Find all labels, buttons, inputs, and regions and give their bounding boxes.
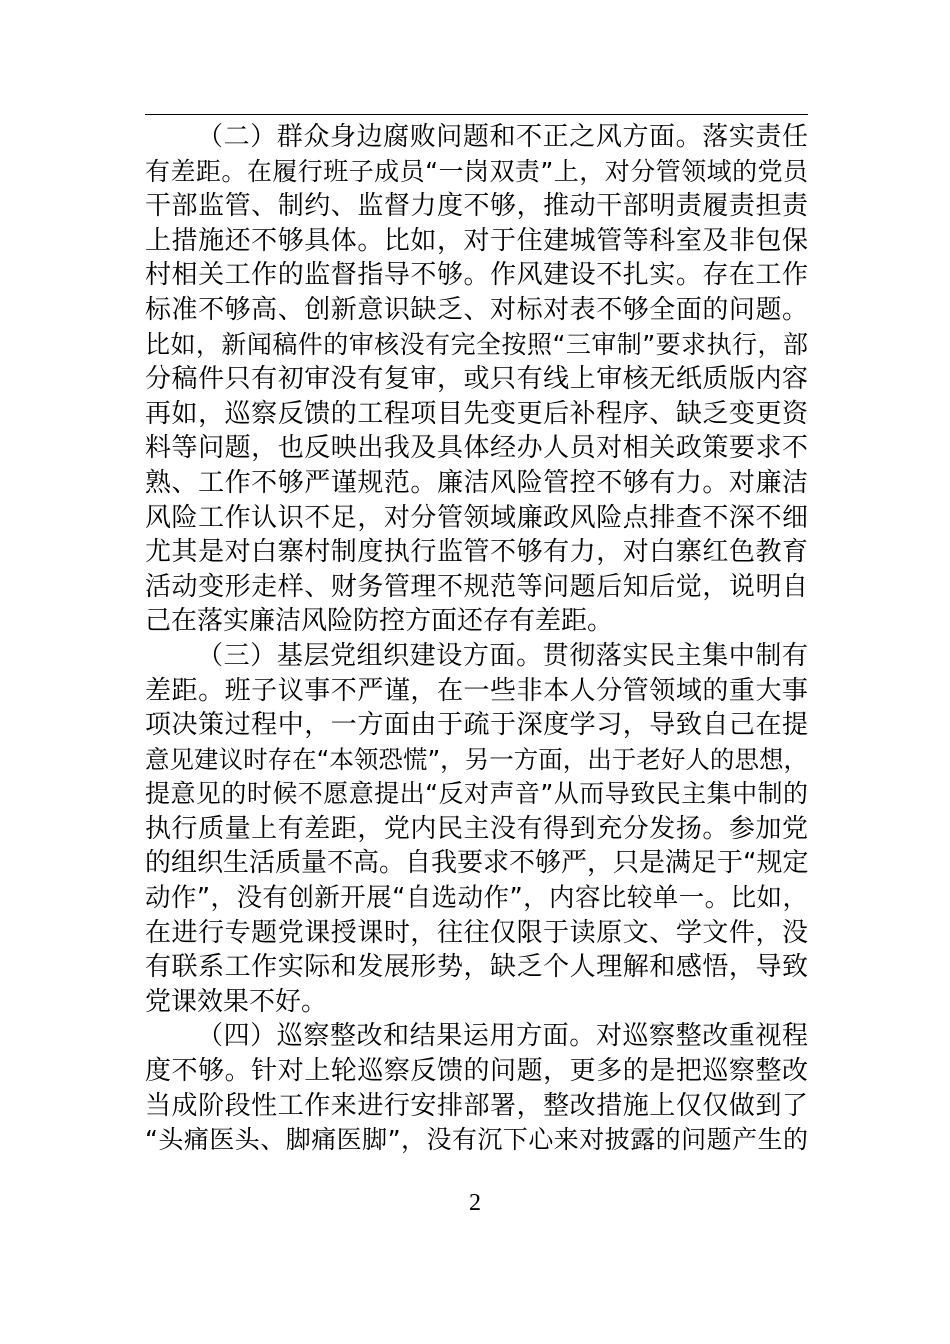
paragraph-line: 分稿件只有初审没有复审，或只有线上审核无纸质版内容 bbox=[145, 364, 808, 395]
paragraph-line: 活动变形走样、财务管理不规范等问题后知后觉，说明自 bbox=[145, 571, 808, 602]
paragraph-line: 熟、工作不够严谨规范。廉洁风险管控不够有力。对廉洁 bbox=[145, 467, 808, 498]
paragraph-line: “头痛医头、脚痛医脚”，没有沉下心来对披露的问题产生的 bbox=[145, 1125, 808, 1155]
paragraph-line: 动作”，没有创新开展“自选动作”，内容比较单一。比如， bbox=[145, 883, 808, 914]
paragraph-line: （三）基层党组织建设方面。贯彻落实民主集中制有 bbox=[197, 640, 808, 671]
paragraph-line: 己在落实廉洁风险防控方面还存有差距。 bbox=[145, 606, 614, 637]
paragraph-line: 再如，巡察反馈的工程项目先变更后补程序、缺乏变更资 bbox=[145, 398, 808, 429]
paragraph-line: 差距。班子议事不严谨，在一些非本人分管领域的重大事 bbox=[145, 675, 808, 706]
paragraph-line: 在进行专题党课授课时，往往仅限于读原文、学文件，没 bbox=[145, 917, 808, 948]
paragraph-line: 意见建议时存在“本领恐慌”，另一方面，出于老好人的思想， bbox=[145, 744, 808, 774]
body-text bbox=[145, 120, 808, 1158]
paragraph-line: 提意见的时候不愿意提出“反对声音”从而导致民主集中制的 bbox=[145, 779, 808, 809]
page-number: 2 bbox=[469, 1190, 481, 1216]
paragraph-line: 执行质量上有差距，党内民主没有得到充分发扬。参加党 bbox=[145, 813, 808, 844]
paragraph-line: 风险工作认识不足，对分管领域廉政风险点排查不深不细 bbox=[145, 502, 808, 533]
paragraph-line: 尤其是对白寨村制度执行监管不够有力，对白寨红色教育 bbox=[145, 537, 808, 568]
paragraph-line: 上措施还不够具体。比如，对于住建城管等科室及非包保 bbox=[145, 225, 808, 256]
paragraph-line: 度不够。针对上轮巡察反馈的问题，更多的是把巡察整改 bbox=[145, 1056, 808, 1087]
paragraph-line: （二）群众身边腐败问题和不正之风方面。落实责任 bbox=[197, 122, 808, 152]
paragraph-line: 干部监管、制约、监督力度不够，推动干部明责履责担责 bbox=[145, 191, 808, 222]
paragraph-line: 当成阶段性工作来进行安排部署，整改措施上仅仅做到了 bbox=[145, 1090, 808, 1121]
paragraph-line: 料等问题，也反映出我及具体经办人员对相关政策要求不 bbox=[145, 433, 808, 464]
paragraph-line: 有差距。在履行班子成员“一岗双责”上，对分管领域的党员 bbox=[145, 156, 808, 186]
paragraph-line: 比如，新闻稿件的审核没有完全按照“三审制”要求执行，部 bbox=[145, 329, 808, 359]
paragraph-line: 村相关工作的监督指导不够。作风建设不扎实。存在工作 bbox=[145, 260, 808, 291]
paragraph-line: 项决策过程中，一方面由于疏于深度学习，导致自己在提 bbox=[145, 710, 808, 741]
paragraph-line: 标准不够高、创新意识缺乏、对标对表不够全面的问题。 bbox=[145, 294, 808, 325]
paragraph-line: （四）巡察整改和结果运用方面。对巡察整改重视程 bbox=[197, 1021, 808, 1052]
header-rule bbox=[145, 114, 808, 115]
paragraph-line: 的组织生活质量不高。自我要求不够严，只是满足于“规定 bbox=[145, 848, 809, 879]
paragraph-line: 党课效果不好。 bbox=[145, 986, 328, 1017]
paragraph-line: 有联系工作实际和发展形势，缺乏个人理解和感悟，导致 bbox=[145, 952, 808, 983]
